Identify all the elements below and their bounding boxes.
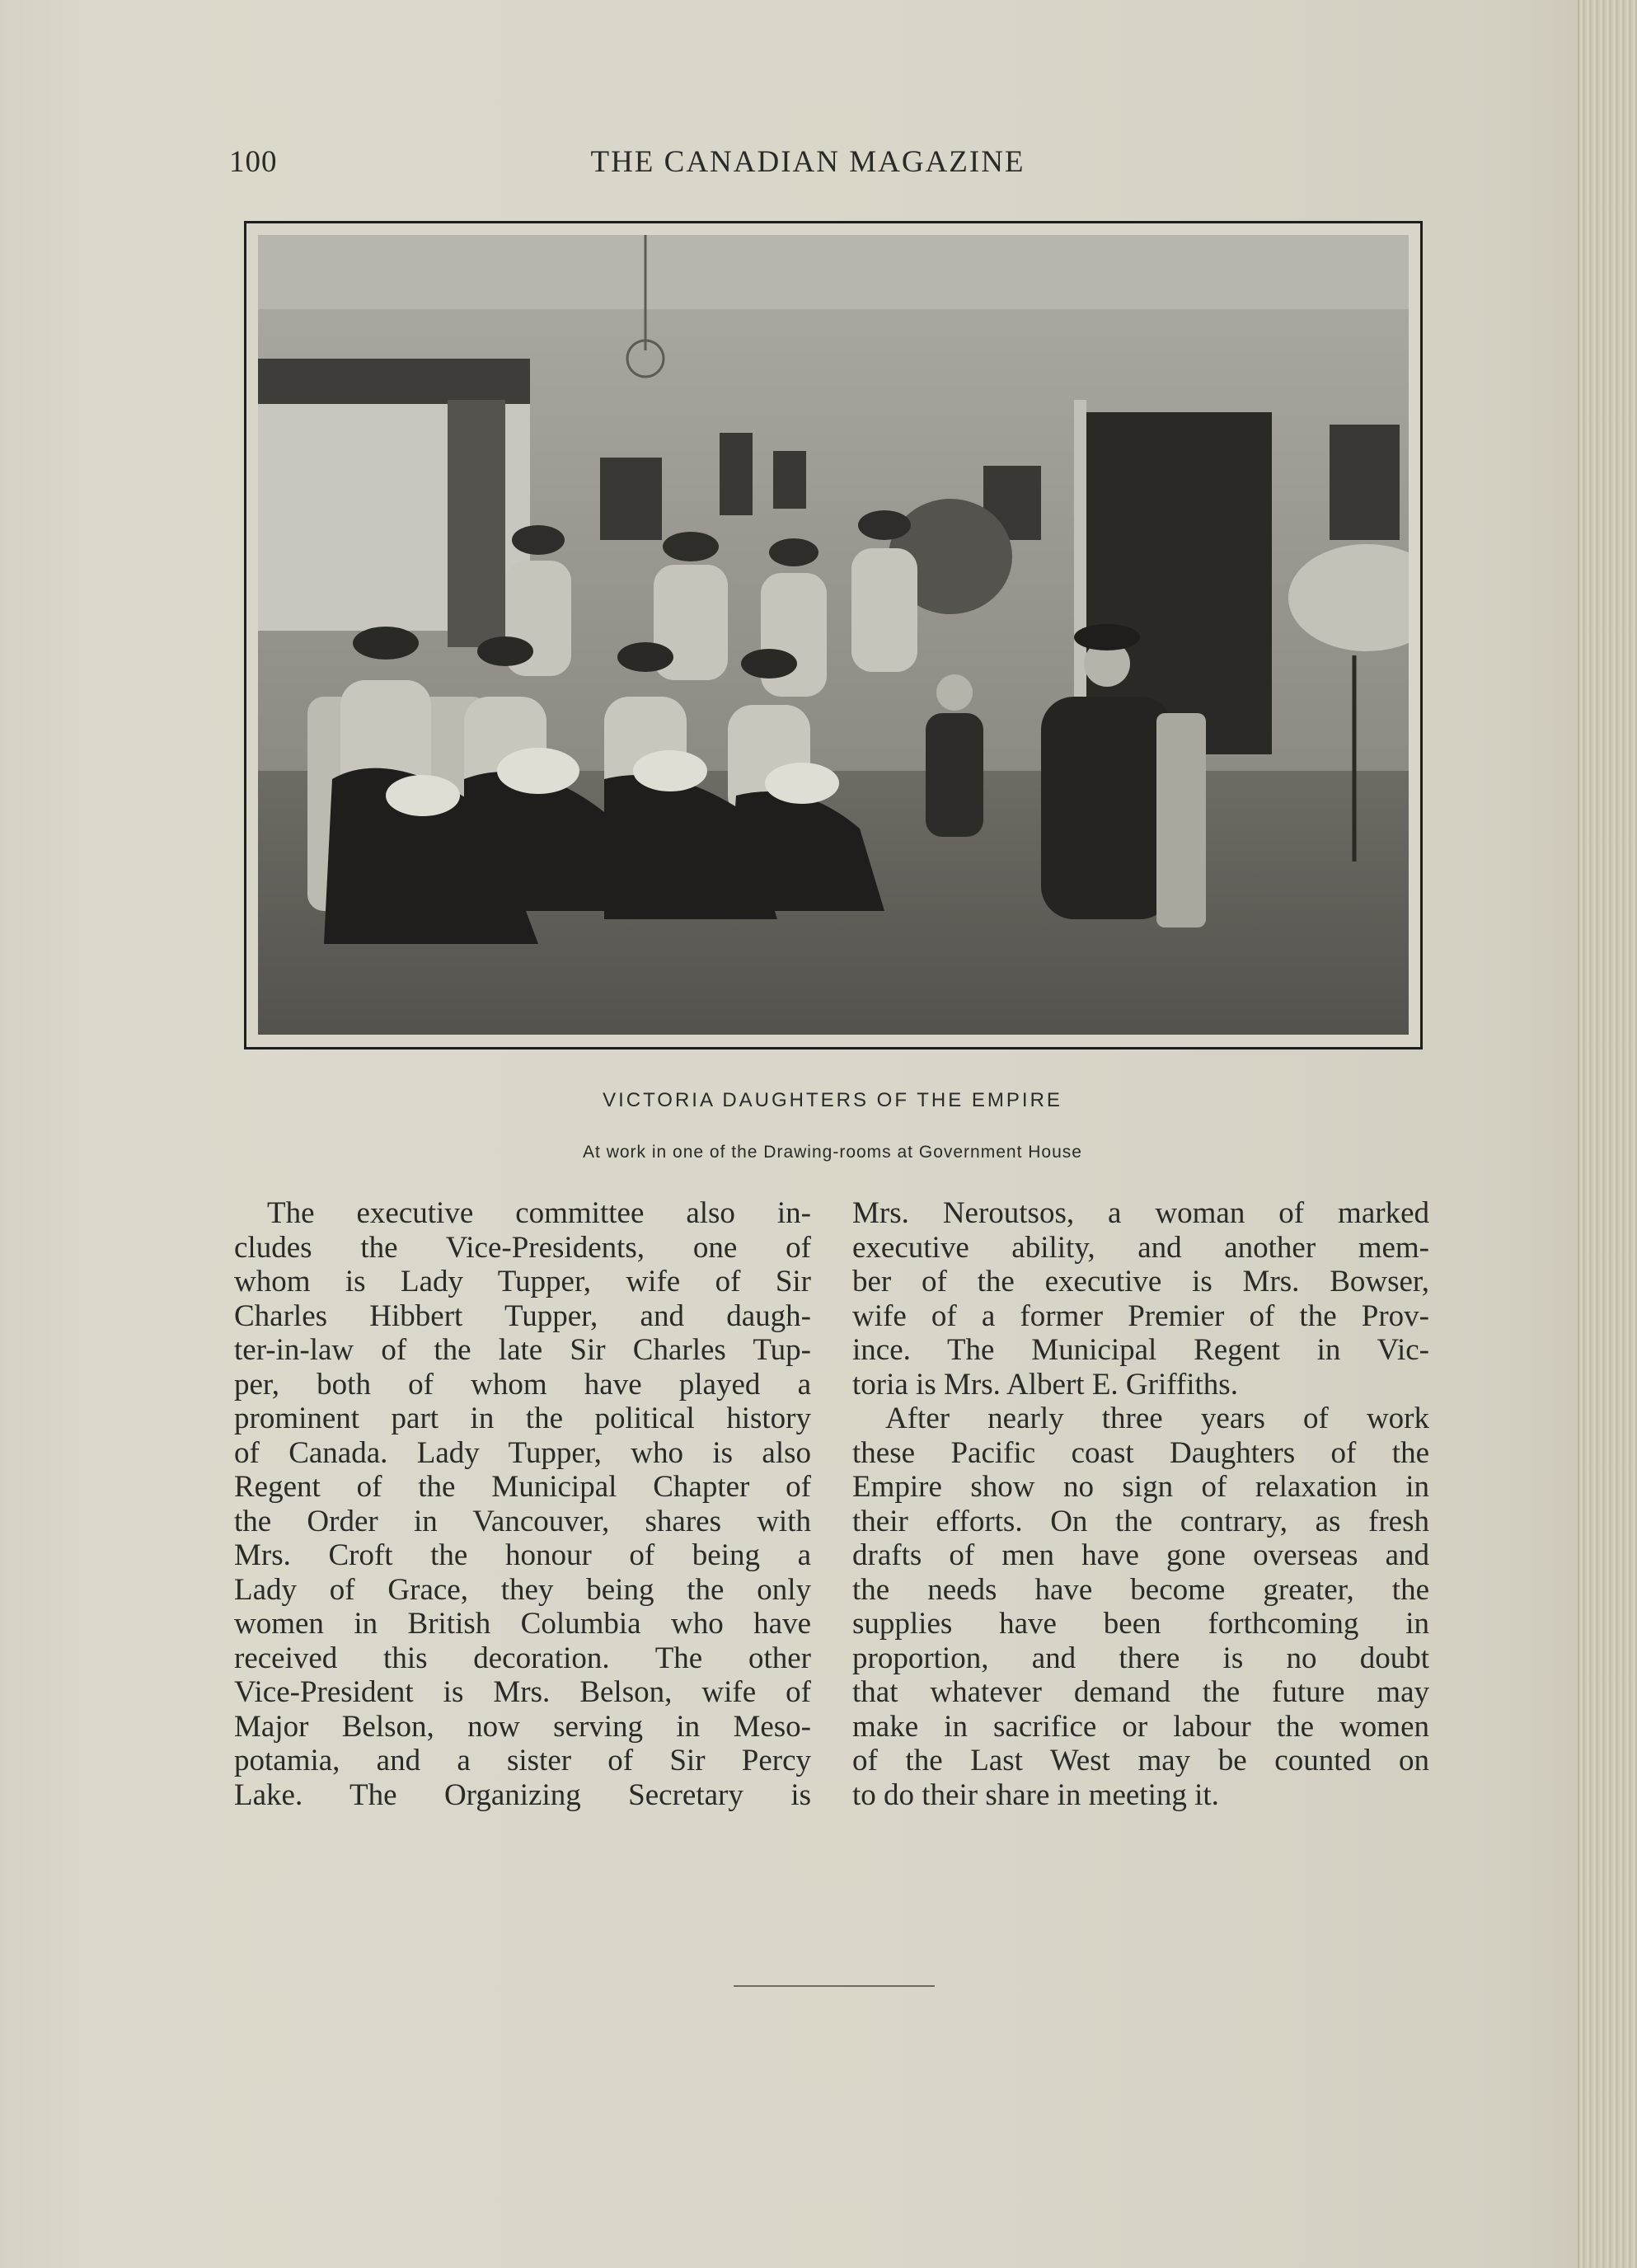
text-line: make in sacrifice or labour the women — [852, 1709, 1429, 1744]
text-line: to do their share in meeting it. — [852, 1777, 1219, 1812]
text-line: cludes the Vice-Presidents, one of — [234, 1230, 811, 1265]
text-line: of Canada. Lady Tupper, who is also — [234, 1435, 811, 1470]
text-line: Lake. The Organizing Secretary is — [234, 1777, 811, 1812]
text-line: whom is Lady Tupper, wife of Sir — [234, 1265, 811, 1298]
text-line: these Pacific coast Daughters of the — [852, 1435, 1429, 1470]
text-line: Major Belson, now serving in Meso- — [234, 1709, 811, 1744]
text-line: Charles Hibbert Tupper, and daugh- — [234, 1298, 811, 1333]
text-line: received this decoration. The other — [234, 1641, 811, 1675]
text-line: that whatever demand the future may — [852, 1675, 1429, 1709]
text-line: Vice-President is Mrs. Belson, wife of — [234, 1675, 811, 1709]
text-line: Lady of Grace, they being the only — [234, 1572, 811, 1607]
text-line: of the Last West may be counted on — [852, 1744, 1429, 1777]
text-line: the Order in Vancouver, shares with — [234, 1504, 811, 1538]
caption-title: VICTORIA DAUGHTERS OF THE EMPIRE — [603, 1089, 1062, 1111]
group-photo-illustration — [258, 235, 1409, 1035]
text-line: drafts of men have gone overseas and — [852, 1538, 1429, 1572]
text-line: ince. The Municipal Regent in Vic- — [852, 1333, 1429, 1367]
text-line: supplies have been forthcoming in — [852, 1607, 1429, 1641]
text-line: executive ability, and another mem- — [852, 1230, 1429, 1265]
text-line: women in British Columbia who have — [234, 1607, 811, 1641]
text-line: Empire show no sign of relaxation in — [852, 1470, 1429, 1504]
text-line: ber of the executive is Mrs. Bowser, — [852, 1265, 1429, 1298]
photo-frame — [244, 221, 1423, 1049]
text-line: ter-in-law of the late Sir Charles Tup- — [234, 1333, 811, 1367]
text-line: per, both of whom have played a — [234, 1367, 811, 1402]
page-edge — [1578, 0, 1637, 2268]
text-line: proportion, and there is no doubt — [852, 1641, 1429, 1675]
text-line: wife of a former Premier of the Prov- — [852, 1298, 1429, 1333]
article-column-right — [852, 1196, 1429, 1812]
text-line: After nearly three years of work — [885, 1402, 1429, 1435]
text-line: prominent part in the political history — [234, 1402, 811, 1435]
text-line: toria is Mrs. Albert E. Griffiths. — [852, 1367, 1238, 1402]
text-line: The executive committee also in- — [267, 1196, 811, 1230]
text-line: Regent of the Municipal Chapter of — [234, 1470, 811, 1504]
running-head: THE CANADIAN MAGAZINE — [590, 145, 1025, 179]
text-line: Mrs. Neroutsos, a woman of marked — [852, 1196, 1429, 1230]
text-line: the needs have become greater, the — [852, 1572, 1429, 1607]
page-number: 100 — [229, 145, 278, 179]
group-photo — [258, 235, 1409, 1035]
article-column-left — [234, 1196, 811, 1812]
text-line: their efforts. On the contrary, as fresh — [852, 1504, 1429, 1538]
text-line: potamia, and a sister of Sir Percy — [234, 1744, 811, 1777]
text-line: Mrs. Croft the honour of being a — [234, 1538, 811, 1572]
caption-subtitle: At work in one of the Drawing-rooms at Government House — [583, 1143, 1082, 1162]
end-rule — [734, 1985, 935, 1987]
